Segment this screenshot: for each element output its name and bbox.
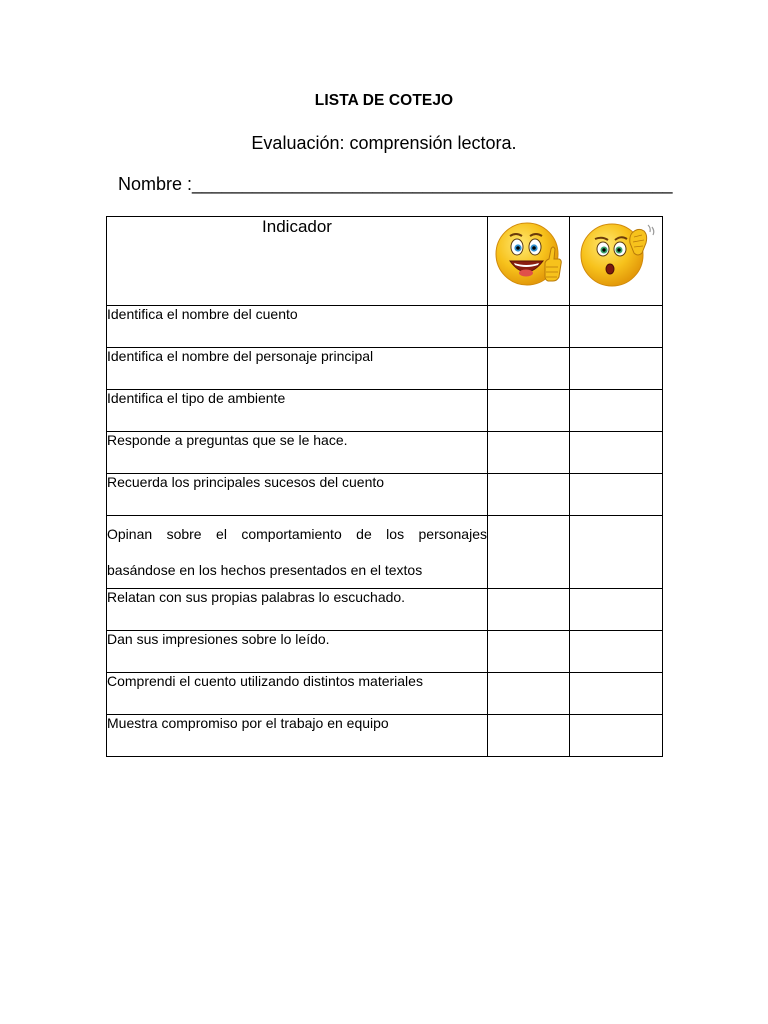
- indicator-cell: Comprendi el cuento utilizando distintos materiales: [107, 673, 488, 715]
- happy-check-cell[interactable]: [488, 589, 570, 631]
- table-row: [107, 348, 663, 390]
- table-row: [107, 589, 663, 631]
- indicator-cell: Muestra compromiso por el trabajo en equipo: [107, 715, 488, 757]
- table-row: [107, 474, 663, 516]
- happy-check-cell[interactable]: [488, 474, 570, 516]
- confused-check-cell[interactable]: [570, 306, 663, 348]
- page-subtitle: Evaluación: comprensión lectora.: [251, 133, 517, 153]
- checklist-table: [106, 216, 663, 757]
- confused-check-cell[interactable]: [570, 589, 663, 631]
- confused-check-cell[interactable]: [570, 348, 663, 390]
- happy-check-cell[interactable]: [488, 348, 570, 390]
- confused-check-cell[interactable]: [570, 474, 663, 516]
- confused-check-cell[interactable]: [570, 631, 663, 673]
- confused-column-header: [570, 217, 663, 306]
- table-header-row: [107, 217, 663, 306]
- table-row: [107, 673, 663, 715]
- happy-check-cell[interactable]: [488, 631, 570, 673]
- name-field: Nombre :________________________________________________: [118, 174, 673, 194]
- table-row: [107, 516, 663, 589]
- indicator-cell: Identifica el nombre del personaje principal: [107, 348, 488, 390]
- table-row: [107, 390, 663, 432]
- indicator-column-header: Indicador: [107, 217, 488, 306]
- page-title: LISTA DE COTEJO: [314, 92, 454, 109]
- indicator-cell: Identifica el tipo de ambiente: [107, 390, 488, 432]
- confused-check-cell[interactable]: [570, 673, 663, 715]
- table-row: [107, 631, 663, 673]
- happy-check-cell[interactable]: [488, 306, 570, 348]
- confused-check-cell[interactable]: [570, 390, 663, 432]
- confused-check-cell[interactable]: [570, 516, 663, 589]
- happy-check-cell[interactable]: [488, 390, 570, 432]
- happy-check-cell[interactable]: [488, 432, 570, 474]
- indicator-cell: Responde a preguntas que se le hace.: [107, 432, 488, 474]
- confused-thinking-emoji-icon: [574, 219, 658, 289]
- confused-check-cell[interactable]: [570, 715, 663, 757]
- happy-column-header: [488, 217, 570, 306]
- indicator-cell: Opinan sobre el comportamiento de los personajes basándose en los hechos presentados en el textos: [107, 516, 488, 589]
- happy-check-cell[interactable]: [488, 516, 570, 589]
- table-row: [107, 432, 663, 474]
- table-row: [107, 306, 663, 348]
- indicator-cell: Recuerda los principales sucesos del cuento: [107, 474, 488, 516]
- confused-check-cell[interactable]: [570, 432, 663, 474]
- table-row: [107, 715, 663, 757]
- happy-check-cell[interactable]: [488, 715, 570, 757]
- happy-thumbs-up-emoji-icon: [493, 219, 565, 289]
- indicator-cell: Relatan con sus propias palabras lo escuchado.: [107, 589, 488, 631]
- happy-check-cell[interactable]: [488, 673, 570, 715]
- indicator-cell: Dan sus impresiones sobre lo leído.: [107, 631, 488, 673]
- indicator-cell: Identifica el nombre del cuento: [107, 306, 488, 348]
